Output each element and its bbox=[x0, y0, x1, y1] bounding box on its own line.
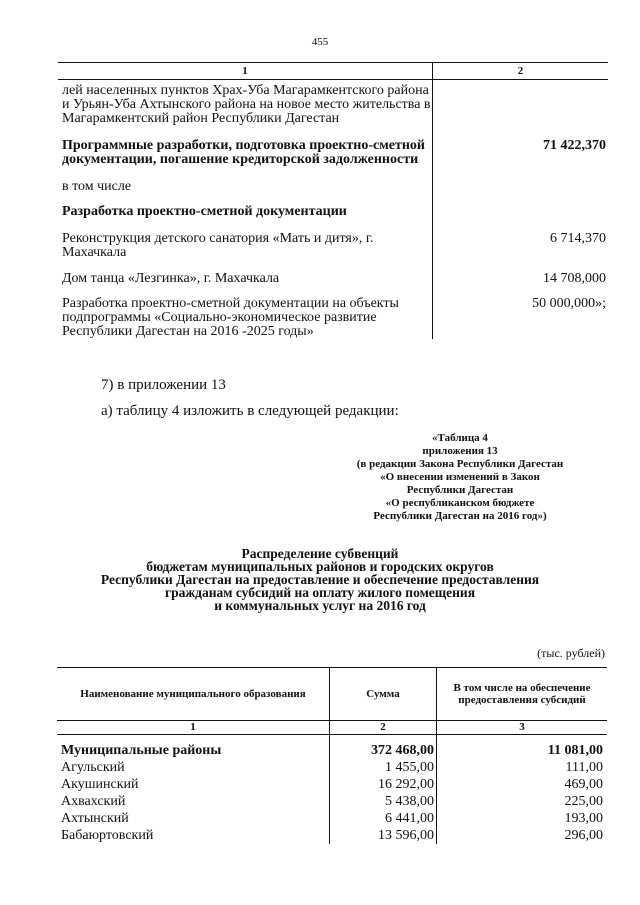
table-row bbox=[57, 776, 607, 793]
row-name: Агульский bbox=[61, 760, 125, 775]
table-row bbox=[58, 126, 608, 167]
table-row bbox=[57, 810, 607, 827]
subsidy-table bbox=[57, 667, 607, 844]
row-incl: 111,00 bbox=[437, 759, 608, 776]
row-value: 14 708,000 bbox=[432, 260, 608, 286]
row-sum: 1 455,00 bbox=[330, 759, 437, 776]
header-including: В том числе на обеспечение предоставления субсидий bbox=[437, 668, 608, 721]
row-name: Муниципальные районы bbox=[61, 743, 222, 758]
row-value bbox=[432, 194, 608, 219]
table-row-total bbox=[57, 735, 607, 760]
row-value: 6 714,370 bbox=[432, 219, 608, 260]
units-label: (тыс. рублей) bbox=[537, 646, 605, 660]
table-caption bbox=[330, 432, 590, 523]
item-7-paragraph: 7) в приложении 13 bbox=[101, 377, 226, 393]
row-value bbox=[432, 167, 608, 194]
caption-line: (в редакции Закона Республики Дагестан bbox=[356, 458, 564, 470]
row-value: 71 422,370 bbox=[432, 126, 608, 167]
col-number: 2 bbox=[330, 721, 437, 735]
page-number: 455 bbox=[311, 36, 329, 48]
row-sum: 6 441,00 bbox=[330, 810, 437, 827]
row-name: Акушинский bbox=[61, 777, 139, 792]
col-number: 3 bbox=[437, 721, 608, 735]
table-row bbox=[57, 827, 607, 844]
row-sum: 5 438,00 bbox=[330, 793, 437, 810]
row-incl: 469,00 bbox=[437, 776, 608, 793]
caption-line: Республики Дагестан на 2016 год») bbox=[373, 510, 547, 522]
row-name: Бабаюртовский bbox=[61, 828, 154, 843]
row-name: Ахвахский bbox=[61, 794, 126, 809]
subsidy-table-header bbox=[57, 668, 607, 721]
row-text: Реконструкция детского санатория «Мать и дитя», г. Махачкала bbox=[62, 231, 374, 260]
continuation-table bbox=[58, 62, 608, 339]
row-sum: 13 596,00 bbox=[330, 827, 437, 844]
row-text: лей населенных пунктов Храх-Уба Магарамкентского района и Урьян-Уба Ахтынского района на новое место жительства в Магарамкентский район Республики Дагестан bbox=[62, 83, 431, 126]
table-row bbox=[57, 793, 607, 810]
row-sum: 372 468,00 bbox=[330, 735, 437, 760]
table-row bbox=[58, 80, 608, 127]
column-numbers-row bbox=[57, 721, 607, 735]
caption-line: «О республиканском бюджете bbox=[385, 497, 535, 509]
header-sum: Сумма bbox=[330, 668, 437, 721]
caption-line: «О внесении изменений в Закон bbox=[380, 471, 540, 483]
title-line: и коммунальных услуг на 2016 год bbox=[214, 598, 426, 613]
col-header-2: 2 bbox=[432, 63, 608, 80]
row-text: Разработка проектно-сметной документации bbox=[62, 204, 347, 219]
row-incl: 296,00 bbox=[437, 827, 608, 844]
row-text: в том числе bbox=[62, 179, 132, 194]
col-header-1: 1 bbox=[58, 63, 432, 80]
title-line: бюджетам муниципальных районов и городских округов bbox=[146, 559, 494, 574]
caption-line: приложения 13 bbox=[422, 445, 498, 457]
header-name: Наименование муниципального образования bbox=[57, 668, 330, 721]
row-incl: 193,00 bbox=[437, 810, 608, 827]
title-line: гражданам субсидий на оплату жилого помещения bbox=[164, 585, 476, 600]
title-line: Распределение субвенций bbox=[241, 546, 399, 561]
row-text: Дом танца «Лезгинка», г. Махачкала bbox=[62, 271, 280, 286]
continuation-table-header bbox=[58, 63, 608, 80]
table-row bbox=[58, 194, 608, 219]
row-text: Программные разработки, подготовка проектно-сметной документации, погашение кредиторской задолженности bbox=[62, 138, 425, 167]
row-text: Разработка проектно-сметной документации на объекты подпрограммы «Социально-экономическое развитие Республики Дагестан на 2016 -2025 годы» bbox=[62, 296, 399, 339]
table-row bbox=[58, 286, 608, 339]
row-name: Ахтынский bbox=[61, 811, 129, 826]
row-value: 50 000,000»; bbox=[432, 286, 608, 339]
row-value bbox=[432, 80, 608, 127]
row-sum: 16 292,00 bbox=[330, 776, 437, 793]
row-incl: 11 081,00 bbox=[437, 735, 608, 760]
title-line: Республики Дагестан на предоставление и обеспечение предоставления bbox=[100, 572, 540, 587]
document-title bbox=[60, 547, 580, 612]
table-row bbox=[58, 167, 608, 194]
col-number: 1 bbox=[57, 721, 330, 735]
caption-line: Республики Дагестан bbox=[406, 484, 514, 496]
item-a-paragraph: а) таблицу 4 изложить в следующей редакции: bbox=[101, 403, 399, 419]
table-row bbox=[58, 260, 608, 286]
row-incl: 225,00 bbox=[437, 793, 608, 810]
table-row bbox=[57, 759, 607, 776]
caption-line: «Таблица 4 bbox=[432, 432, 488, 444]
table-row bbox=[58, 219, 608, 260]
